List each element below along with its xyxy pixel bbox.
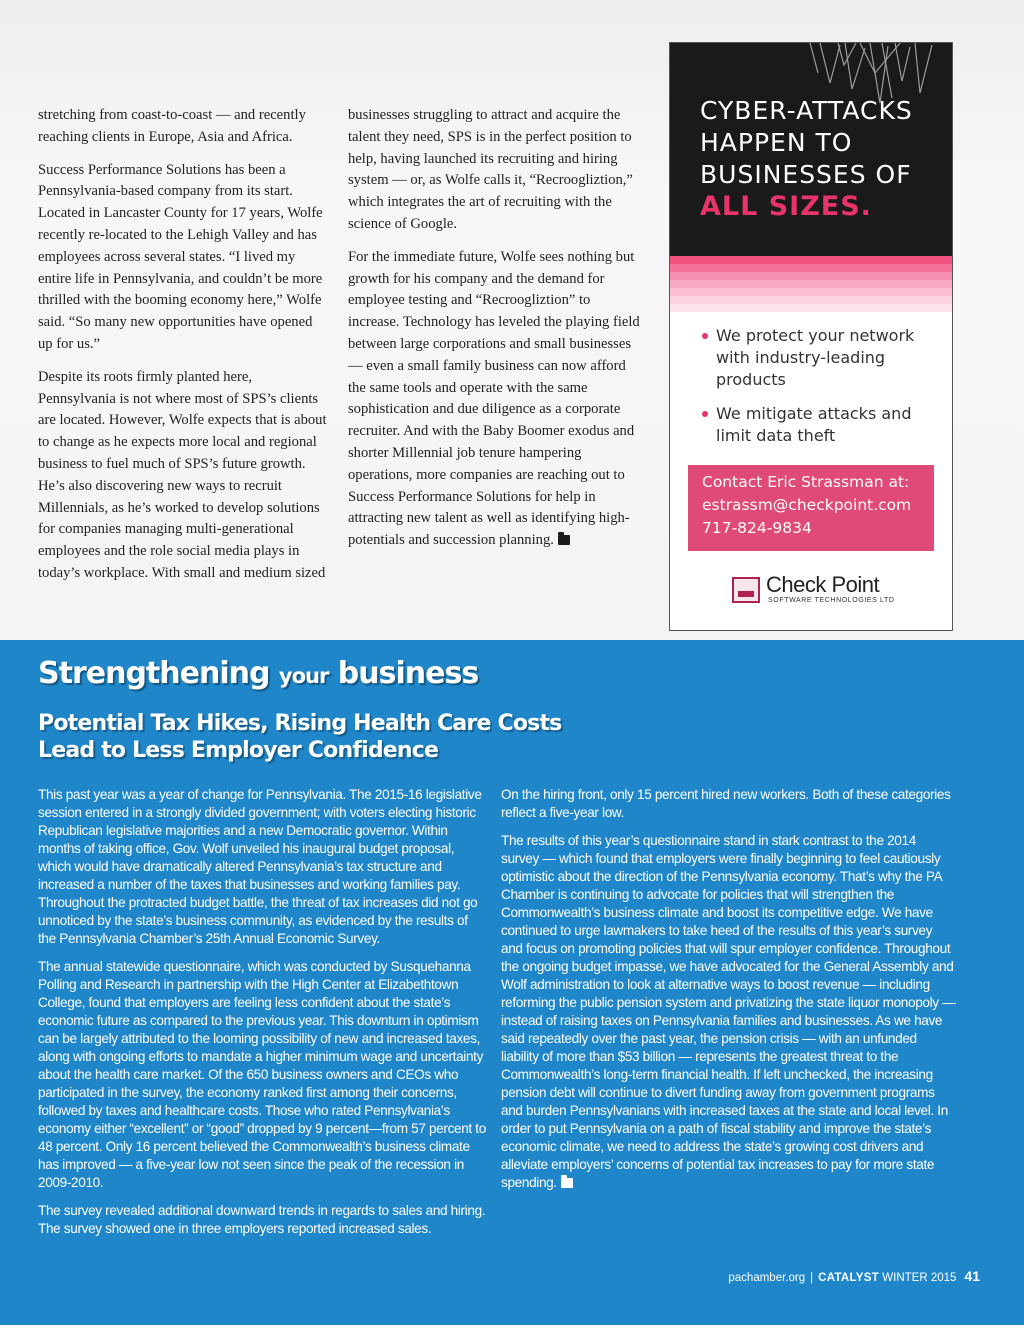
paragraph: On the hiring front, only 15 percent hired new workers. Both of these categories reflect a five-year low. <box>501 787 951 820</box>
checkpoint-logo <box>732 572 932 611</box>
page-footer <box>728 1268 980 1284</box>
contact-email-link[interactable]: estrassm@checkpoint.com <box>702 496 912 514</box>
article-column-1 <box>38 105 328 596</box>
end-mark-icon <box>558 535 570 545</box>
article-column-2 <box>348 105 644 563</box>
section-title-part: business <box>337 656 479 691</box>
section-title-part: Strengthening <box>38 656 270 691</box>
paragraph-text: For the immediate future, Wolfe sees nothing but growth for his company and the demand for employee testing and “Recroogliztion” to increase. Technology has leveled the playing field between large corporations and small businesses — even a small family business can now afford the same tools and operate with the same sophistication and due diligence as a corporate recruiter. And with the Baby Boomer exodus and shorter Millennial job tenure hampering operations, more companies are reaching out to Success Performance Solutions for help in attracting new talent as well as identifying high-potentials and succession planning. <box>348 248 640 549</box>
ad-bullet: We protect your network with industry-leading products <box>702 325 942 391</box>
footer-separator: | <box>810 1272 814 1284</box>
paragraph-last <box>501 832 956 1192</box>
paragraph: stretching from coast-to-coast — and recently reaching clients in Europe, Asia and Africa. <box>38 107 306 145</box>
ad-bullet-list <box>702 325 942 459</box>
checkpoint-ad[interactable] <box>669 42 953 631</box>
contact-line: Contact Eric Strassman at: <box>702 473 910 491</box>
ad-bullet: We mitigate attacks and limit data theft <box>702 403 942 447</box>
footer-site-link[interactable]: pachamber.org <box>728 1272 806 1284</box>
ad-headline-line: CYBER-ATTACKS <box>700 96 913 125</box>
ad-headline-line: HAPPEN TO <box>700 128 853 157</box>
section-title-part: your <box>278 664 329 688</box>
paragraph-text: The results of this year’s questionnaire stand in stark contrast to the 2014 survey — which found that employers were finally beginning to feel cautiously optimistic about the direction of the Pennsylvania economy. That’s why the PA Chamber is continuing to advocate for policies that will strengthen the Commonwealth’s business climate and boost its competitive edge. We have continued to urge lawmakers to take heed of the results of this year’s survey and focus on promoting policies that will spur employer confidence. Throughout the ongoing budget impasse, we have advocated for the General Assembly and Wolf administration to look at alternative ways to boost revenue — including reforming the public pension system and privatizing the state liquor monopoly — instead of raising taxes on Pennsylvania families and businesses. As we have said repeatedly over the past year, the pension crisis — with an unfunded liability of more than $53 billion — represents the greatest threat to the Commonwealth’s long-term financial health. If left unchecked, the increasing pension debt will continue to divert funding away from government programs and burden Pennsylvanians with increased taxes at the state and local level. In order to put Pennsylvania on a path of fiscal stability and improve the state’s economic climate, we need to address the state’s growing cost drivers and alleviate employers’ concerns of potential tax increases to pay for more state spending. <box>501 833 956 1190</box>
logo-subtitle: SOFTWARE TECHNOLOGIES LTD <box>768 597 895 604</box>
paragraph-last <box>348 247 644 552</box>
headline-line: Potential Tax Hikes, Rising Health Care Costs <box>38 711 562 736</box>
ad-contact-box[interactable] <box>688 465 934 551</box>
end-mark-icon <box>561 1178 573 1188</box>
business-column-1 <box>38 786 486 1248</box>
paragraph: The annual statewide questionnaire, which was conducted by Susquehanna Polling and Research in partnership with the High Center at Elizabethtown College, found that employers are feeling less confident about the state’s economic future as compared to the previous year. This downturn in optimism can be largely attributed to the looming possibility of new and increased taxes, along with ongoing efforts to mandate a higher minimum wage and uncertainty about the health care market. Of the 650 business owners and CEOs who participated in the survey, the economy ranked first among their concerns, followed by taxes and healthcare costs. Those who rated Pennsylvania’s economy either “excellent” or “good” dropped by 9 percent—from 57 percent to 48 percent. Only 16 percent believed the Commonwealth’s business climate has improved — a five-year low not seen since the peak of the recession in 2009-2010. <box>38 959 486 1190</box>
section-title <box>38 656 478 691</box>
business-column-2 <box>501 786 956 1202</box>
logo-name: Check Point <box>766 572 880 597</box>
article-headline <box>38 710 658 764</box>
contact-phone[interactable]: 717-824-9834 <box>702 519 812 537</box>
page-number: 41 <box>964 1268 980 1284</box>
paragraph: The survey revealed additional downward trends in regards to sales and hiring. The survey showed one in three employers reported increased sales. <box>38 1203 486 1236</box>
ad-headline-line: BUSINESSES OF <box>700 160 912 189</box>
footer-issue: WINTER 2015 <box>882 1272 957 1284</box>
paragraph: Success Performance Solutions has been a Pennsylvania-based company from its start. Located in Lancaster County for 17 years, Wolfe recently re-located to the Lehigh Valley and has employees across several states. “I lived my entire life in Pennsylvania, and couldn’t be more thrilled with the booming economy here,” Wolfe said. “So many new opportunities have opened up for us.” <box>38 161 323 352</box>
paragraph: Despite its roots firmly planted here, Pennsylvania is not where most of SPS’s clients are located. However, Wolfe expects that is about to change as he expects more local and regional business to fuel much of SPS’s future growth. He’s also discovering new ways to recruit Millennials, as he’s worked to develop solutions for companies managing multi-generational employees and the role social media plays in today’s workplace. With small and medium sized <box>38 368 327 581</box>
footer-magazine: CATALYST <box>818 1272 880 1284</box>
headline-line: Lead to Less Employer Confidence <box>38 738 439 763</box>
ad-gradient-stripes <box>670 256 952 320</box>
ad-dark-panel <box>670 43 952 256</box>
paragraph: This past year was a year of change for Pennsylvania. The 2015-16 legislative session entered in a strongly divided government; with voters electing historic Republican legislative majorities and a new Democratic governor. Within months of taking office, Gov. Wolf unveiled his inaugural budget proposal, which would have dramatically altered Pennsylvania’s tax structure and increased a number of the taxes that businesses and working families pay. Throughout the protracted budget battle, the threat of tax increases did not go unnoticed by the state’s business community, as evidenced by the results of the Pennsylvania Chamber’s 25th Annual Economic Survey. <box>38 787 482 946</box>
ad-headline-emphasis: ALL SIZES. <box>700 191 872 222</box>
paragraph: businesses struggling to attract and acquire the talent they need, SPS is in the perfect position to help, having launched its recruiting and hiring system — or, as Wolfe calls it, “Recroogliztion,” which integrates the art of recruiting with the science of Google. <box>348 107 633 232</box>
checkpoint-logo-icon <box>732 577 760 603</box>
ad-headline <box>700 95 913 223</box>
